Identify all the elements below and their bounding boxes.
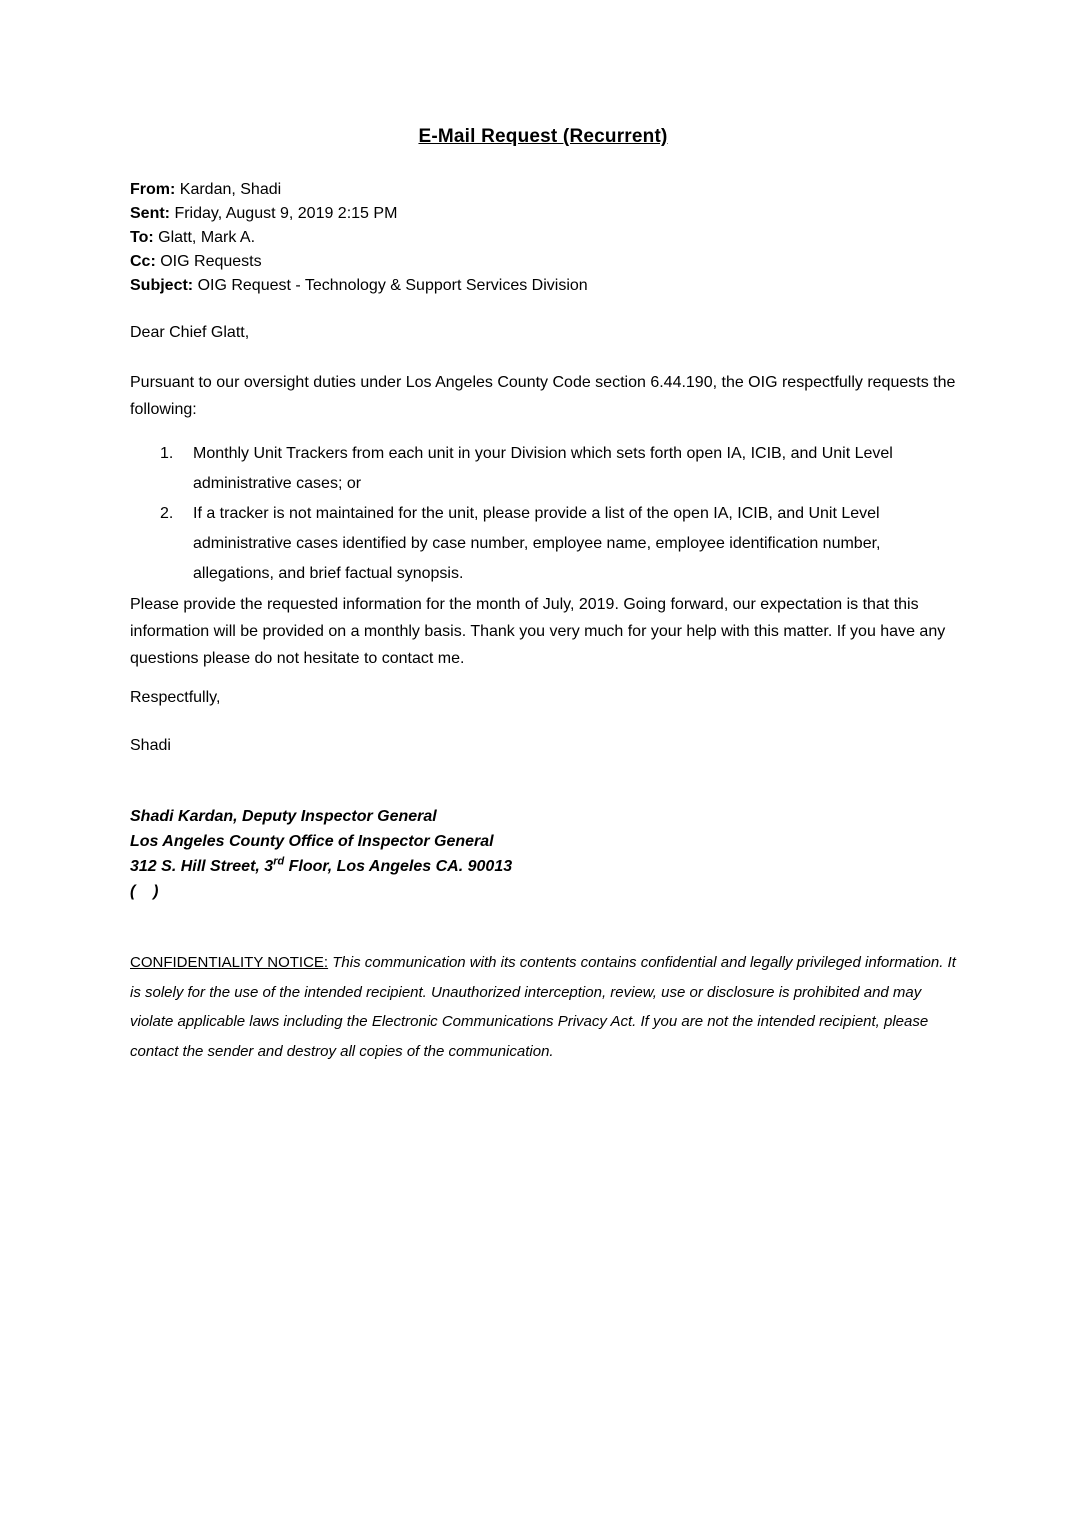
field-label-cc: Cc: [130, 253, 156, 270]
intro-paragraph: Pursuant to our oversight duties under Los Angeles County Code section 6.44.190, the OIG respectfully requests the following: [130, 374, 956, 418]
field-label-to: To: [130, 229, 154, 246]
address-prefix: 312 S. Hill Street, 3 [130, 858, 274, 875]
signature-block [130, 804, 956, 904]
salutation: Dear Chief Glatt, [130, 324, 250, 341]
list-item-2 [160, 499, 956, 589]
field-label-from: From: [130, 181, 176, 198]
field-label-sent: Sent: [130, 205, 170, 222]
field-value-to: Glatt, Mark A. [153, 229, 256, 246]
signature-name: Shadi [130, 737, 171, 754]
signature-line-name-title: Shadi Kardan, Deputy Inspector General [130, 808, 437, 825]
list-item-1-text: Monthly Unit Trackers from each unit in your Division which sets forth open IA, ICIB, and Unit Level administrative cases; or [193, 445, 893, 492]
confidentiality-label: CONFIDENTIALITY NOTICE: [130, 954, 329, 971]
address-suffix: Floor, Los Angeles CA. 90013 [284, 858, 513, 875]
header-field-to [130, 226, 956, 250]
field-value-sent: Friday, August 9, 2019 2:15 PM [170, 205, 398, 222]
list-item-1 [160, 439, 956, 499]
email-header [130, 178, 956, 298]
list-item-2-number: 2. [160, 505, 174, 522]
signature-line-address [130, 854, 956, 879]
field-label-subject: Subject: [130, 277, 194, 294]
signature-line-office: Los Angeles County Office of Inspector General [130, 833, 494, 850]
closing: Respectfully, [130, 689, 221, 706]
field-value-cc: OIG Requests [155, 253, 262, 270]
header-field-sent [130, 202, 956, 226]
header-field-subject [130, 274, 956, 298]
header-field-from [130, 178, 956, 202]
list-item-1-number: 1. [160, 445, 174, 462]
signature-line-phone: ( ) [130, 883, 159, 900]
field-value-from: Kardan, Shadi [175, 181, 282, 198]
confidentiality-text: This communication with its contents contains confidential and legally privileged information. It is solely for the use of the intended recipient. Unauthorized interception, review, use or disclosure is prohibited and may violate applicable laws including the Electronic Communications Privacy Act. If you are not the intended recipient, please contact the sender and destroy all copies of the communication. [130, 954, 956, 1060]
document-title: E-Mail Request (Recurrent) [418, 126, 668, 147]
address-ordinal-superscript: rd [273, 855, 285, 868]
confidentiality-notice [130, 948, 956, 1066]
field-value-subject: OIG Request - Technology & Support Services Division [193, 277, 588, 294]
document-page [0, 126, 1088, 1534]
request-list [130, 439, 956, 589]
list-item-2-text: If a tracker is not maintained for the unit, please provide a list of the open IA, ICIB, and Unit Level administrative cases identified by case number, employee name, employee identification number, allegations, and brief factual synopsis. [193, 505, 881, 582]
header-field-cc [130, 250, 956, 274]
followup-paragraph: Please provide the requested information for the month of July, 2019. Going forward, our expectation is that this information will be provided on a monthly basis. Thank you very much for your help with this matter. If you have any questions please do not hesitate to contact me. [130, 596, 946, 667]
